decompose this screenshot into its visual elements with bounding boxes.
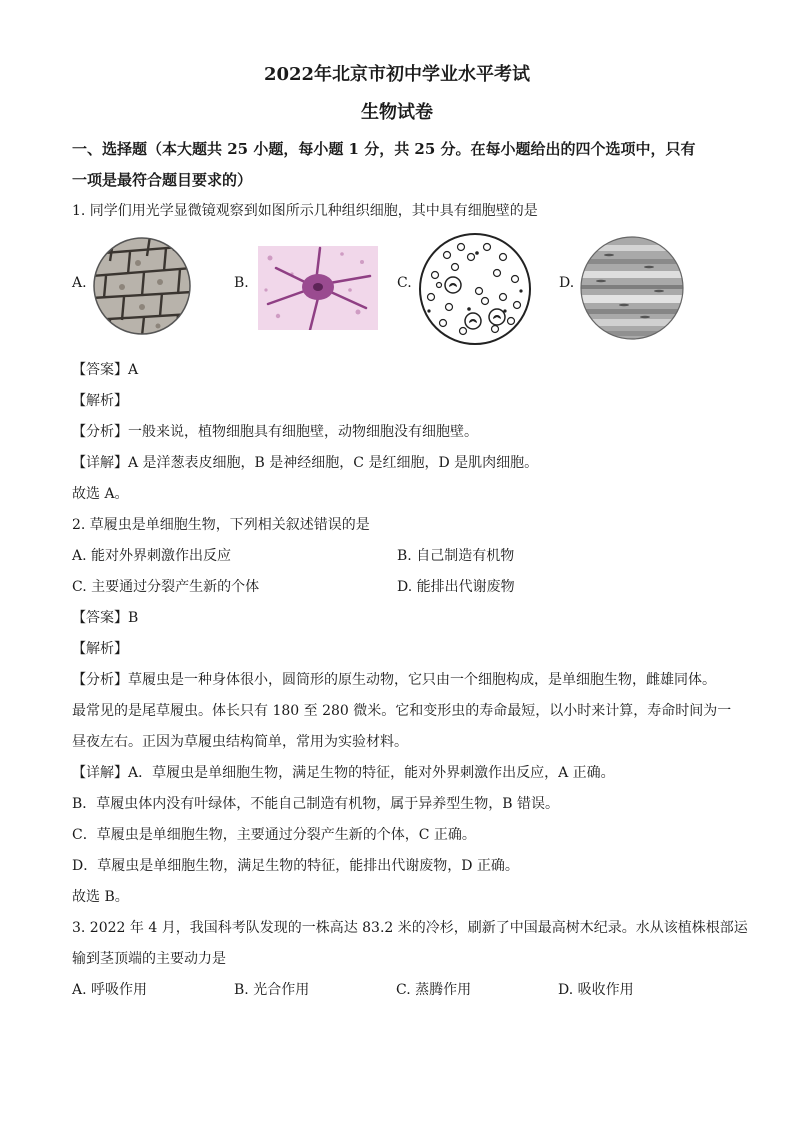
answer-value: B [128,610,139,626]
q1-option-b-letter: B. [234,275,249,291]
q3-option-a: A. 呼吸作用 [72,982,148,998]
fenxi-text: 草履虫是一种身体很小，圆筒形的原生动物，它只由一个细胞构成，是单细胞生物，雌雄同体。 [128,672,716,688]
q3-option-d: D. 吸收作用 [558,982,634,998]
detail-label: 【详解】 [72,765,128,781]
q2-options [72,541,722,603]
answer-value: A [128,362,139,378]
q2-fenxi-line3: 昼夜左右。正因为草履虫结构简单，常用为实验材料。 [72,734,408,750]
page-subtitle: 生物试卷 [361,102,433,123]
q1-answer [72,355,722,386]
q3-stem-line2: 输到茎顶端的主要动力是 [72,951,226,967]
page-title: 2022年北京市初中学业水平考试 [263,64,531,85]
q2-detail-line2: B．草履虫体内没有叶绿体，不能自己制造有机物，属于异养型生物，B 错误。 [72,796,560,812]
q2-detail-line3: C．草履虫是单细胞生物，主要通过分裂产生新的个体，C 正确。 [72,827,476,843]
q2-answer [72,603,722,634]
q2-stem: 2. 草履虫是单细胞生物，下列相关叙述错误的是 [72,517,370,533]
q1-option-d-letter: D. [559,275,575,291]
q1-conclusion: 故选 A。 [72,486,129,502]
onion-epidermis-cells-image [92,236,192,336]
nerve-cell-image [258,246,378,330]
muscle-cells-image [579,235,685,341]
exam-page [72,62,748,1006]
q2-fenxi-line2: 最常见的是尾草履虫。体长只有 180 至 280 微米。它和变形虫的寿命最短，以小时来计算，寿命时间为一 [72,703,732,719]
q2-fenxi-line1 [72,665,722,696]
q1-detail [72,448,722,479]
q1-stem: 1. 同学们用光学显微镜观察到如图所示几种组织细胞，其中具有细胞壁的是 [72,203,538,219]
q2-option-c: C. 主要通过分裂产生新的个体 [72,579,260,595]
q1-fenxi [72,417,722,448]
q3-options [72,975,722,1006]
q2-detail-line4: D．草履虫是单细胞生物，满足生物的特征，能排出代谢废物，D 正确。 [72,858,519,874]
q2-detail-line1 [72,758,722,789]
detail-text: A 是洋葱表皮细胞，B 是神经细胞，C 是红细胞，D 是肌肉细胞。 [128,455,539,471]
q2-analysis-label: 【解析】 [72,641,128,657]
q2-option-a: A. 能对外界刺激作出反应 [72,548,232,564]
q1-option-c-letter: C. [397,275,412,291]
q2-option-d: D. 能排出代谢废物 [397,579,515,595]
red-blood-cells-image [417,231,533,347]
detail-text: A．草履虫是单细胞生物，满足生物的特征，能对外界刺激作出反应，A 正确。 [128,765,615,781]
q1-analysis-label: 【解析】 [72,393,128,409]
fenxi-label: 【分析】 [72,672,128,688]
answer-label: 【答案】 [72,610,128,626]
q1-option-a-letter: A. [72,275,87,291]
section-header-line2: 一项是最符合题目要求的） [72,171,253,189]
q3-stem-line1: 3. 2022 年 4 月，我国科考队发现的一株高达 83.2 米的冷杉，刷新了中国最高树木纪录。水从该植株根部运 [72,920,748,936]
fenxi-label: 【分析】 [72,424,128,440]
q3-option-b: B. 光合作用 [234,982,310,998]
section-header-line1: 一、选择题（本大题共 25 小题，每小题 1 分，共 25 分。在每小题给出的四个选项中，只有 [72,140,696,158]
q3-option-c: C. 蒸腾作用 [396,982,472,998]
q2-option-b: B. 自己制造有机物 [397,548,515,564]
detail-label: 【详解】 [72,455,128,471]
fenxi-text: 一般来说，植物细胞具有细胞壁，动物细胞没有细胞壁。 [128,424,478,440]
q2-conclusion: 故选 B。 [72,889,129,905]
answer-label: 【答案】 [72,362,128,378]
q1-image-options [72,231,722,349]
